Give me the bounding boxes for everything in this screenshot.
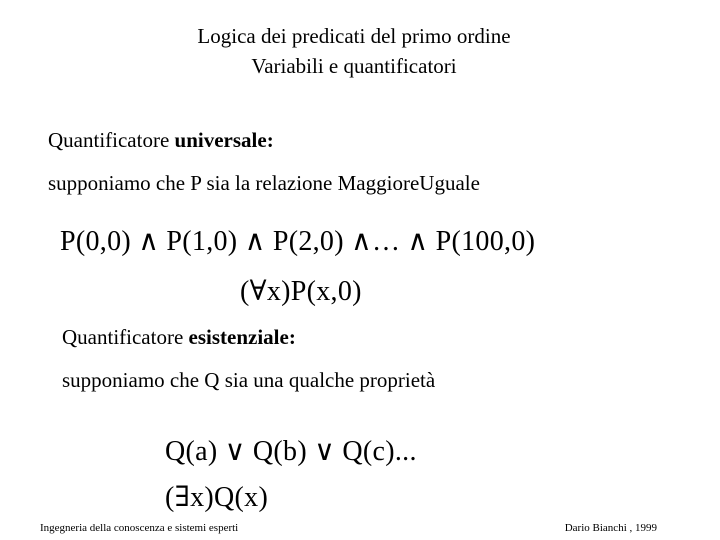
footer-course-name: Ingegneria della conoscenza e sistemi esperti bbox=[40, 522, 239, 534]
universal-label-prefix: Quantificatore bbox=[48, 128, 175, 152]
page-subtitle: Variabili e quantificatori bbox=[251, 54, 457, 78]
existential-quantifier-label bbox=[62, 325, 296, 350]
universal-description: supponiamo che P sia la relazione MaggioreUguale bbox=[48, 171, 480, 195]
universal-formula-expansion: P(0,0) ∧ P(1,0) ∧ P(2,0) ∧… ∧ P(100,0) bbox=[60, 226, 536, 257]
universal-formula-quantified: (∀x)P(x,0) bbox=[240, 276, 362, 307]
existential-formula-quantified: (∃x)Q(x) bbox=[165, 482, 269, 513]
universal-quantifier-label bbox=[48, 128, 274, 153]
page-title: Logica dei predicati del primo ordine bbox=[197, 24, 511, 48]
universal-label-bold: universale: bbox=[174, 128, 274, 152]
existential-formula-expansion: Q(a) ∨ Q(b) ∨ Q(c)... bbox=[165, 436, 417, 467]
footer-author-year: Dario Bianchi , 1999 bbox=[564, 522, 657, 534]
existential-label-prefix: Quantificatore bbox=[62, 325, 189, 349]
existential-label-bold: esistenziale: bbox=[188, 325, 296, 349]
existential-description: supponiamo che Q sia una qualche proprietà bbox=[62, 368, 436, 392]
